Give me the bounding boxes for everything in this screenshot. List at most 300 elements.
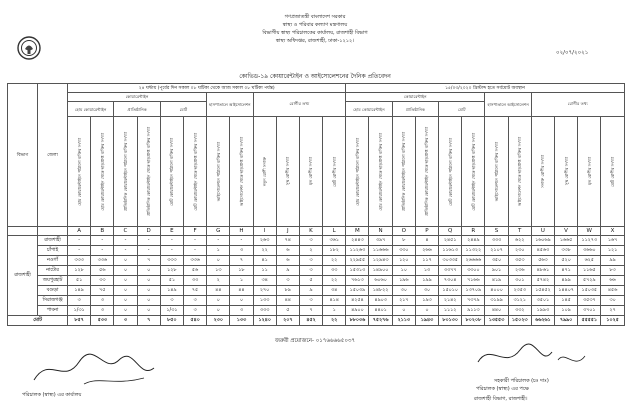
- table-cell: ৮৩: [601, 266, 624, 276]
- table-cell: ০: [207, 296, 230, 306]
- table-cell: ১: [207, 246, 230, 256]
- total-cell: ৮০১৩০: [439, 316, 462, 326]
- column-header-text: হোম কোয়ারেন্টাইন থেকে ছাড়প্রাপ্ত ব্যক্তির সংখ্যা: [99, 132, 105, 211]
- column-header-u: [531, 117, 554, 227]
- right-signature: [470, 340, 590, 376]
- table-cell: ৭৬১৩: [346, 276, 369, 286]
- table-cell: ১৪৯: [160, 286, 183, 296]
- table-cell: ৩: [68, 296, 91, 306]
- table-cell: ১৫০৩৫: [578, 286, 601, 296]
- column-letter: J: [276, 227, 299, 236]
- table-cell: ৬৬: [601, 276, 624, 286]
- table-cell: ১৫৪৫২: [531, 286, 554, 296]
- table-cell: ৯৯: [601, 256, 624, 266]
- table-cell: ৯০১: [485, 266, 508, 276]
- report-title: কোভিড-১৯ কোয়ারেন্টাইন ও আইসোলেশনের দৈনিক প্রতিবেদন: [239, 73, 391, 80]
- column-header-text: প্রাতিষ্ঠানিক কোয়ারেন্টাইনে পাঠানো ব্যক্তির সংখ্যা: [401, 131, 407, 212]
- total-cell: ৫৫৫৫১: [578, 316, 601, 326]
- table-cell: ২৪৪৯: [462, 236, 485, 246]
- table-cell: ১৯৯: [415, 276, 438, 286]
- column-header-text: নতুন রোগী সনাক্ত: [262, 156, 268, 187]
- table-cell: ৩৩০০: [462, 266, 485, 276]
- table-cell: ০: [114, 306, 137, 316]
- total-cell: ২২: [323, 316, 346, 326]
- total-cell: ৫৪০: [183, 316, 206, 326]
- table-cell: ১: [230, 276, 253, 286]
- column-header-j: [276, 117, 299, 227]
- table-cell: ১২৯৪৩: [369, 256, 392, 266]
- column-header-c: [114, 117, 137, 227]
- district-cell: বগুড়া: [38, 286, 68, 296]
- table-cell: ৫৬৩: [531, 256, 554, 266]
- total-cell: ৪৫২: [299, 316, 322, 326]
- column-letter: M: [346, 227, 369, 236]
- column-header-text: প্রাতিষ্ঠানিক কোয়ারেন্টাইন থেকে ছাড়প্রাপ্ত ব্যক্তির সংখ্যা: [424, 127, 430, 216]
- column-letter: K: [299, 227, 322, 236]
- column-header-w: [578, 117, 601, 227]
- district-cell: সিরাজগঞ্জ: [38, 296, 68, 306]
- table-cell: -: [137, 236, 160, 246]
- table-cell: ১২০: [392, 256, 415, 266]
- table-cell: -: [114, 246, 137, 256]
- table-cell: ৩৩: [323, 266, 346, 276]
- table-cell: ২: [207, 276, 230, 286]
- table-cell: ২৬৬: [415, 246, 438, 256]
- table-cell: -: [160, 246, 183, 256]
- table-cell: ৩০: [601, 296, 624, 306]
- table-cell: ১৯৬: [392, 276, 415, 286]
- column-header-l: [323, 117, 346, 227]
- column-letter: L: [323, 227, 346, 236]
- table-cell: ৯১১৩: [462, 306, 485, 316]
- column-letter: H: [230, 227, 253, 236]
- total-cell: ৭৯৯০: [554, 316, 577, 326]
- table-cell: ৯: [276, 266, 299, 276]
- table-cell: ৩: [91, 306, 114, 316]
- column-letter: D: [137, 227, 160, 236]
- table-cell: ২৪৫১: [439, 236, 462, 246]
- table-cell: ১১: [253, 266, 276, 276]
- table-cell: ৮: [392, 236, 415, 246]
- table-cell: ০: [137, 266, 160, 276]
- table-cell: ৩১৯৯: [485, 296, 508, 306]
- table-cell: ২৩৬: [508, 266, 531, 276]
- table-cell: ০: [114, 266, 137, 276]
- table-cell: ১৩: [207, 266, 230, 276]
- total-cell: ৮৫৭: [68, 316, 91, 326]
- table-cell: -: [160, 236, 183, 246]
- table-cell: ৭১৬৬: [462, 276, 485, 286]
- table-cell: ১৪৯: [68, 286, 91, 296]
- column-letter: P: [415, 227, 438, 236]
- column-header-text: মৃত রোগীর সংখ্যা: [586, 157, 592, 186]
- table-cell: -: [91, 236, 114, 246]
- column-header-k: [299, 117, 322, 227]
- column-letter: W: [578, 227, 601, 236]
- table-row: [8, 246, 625, 256]
- table-cell: ৭৩৭৯: [462, 296, 485, 306]
- right-footer-line-2: রাজশাহী বিভাগ, রাজশাহী।: [474, 396, 528, 402]
- table-cell: ৩৫৩৭: [578, 296, 601, 306]
- table-cell: ১১২৬৩: [346, 246, 369, 256]
- table-cell: ১৫০১০: [439, 286, 462, 296]
- division-cell: রাজশাহী: [8, 236, 38, 316]
- table-cell: ১৩৩: [253, 296, 276, 306]
- table-cell: -: [114, 236, 137, 246]
- table-cell: ১১৩২২: [462, 246, 485, 256]
- table-cell: ৩৪: [253, 276, 276, 286]
- table-cell: ৭: [230, 256, 253, 266]
- report-table: [7, 83, 625, 326]
- column-letter: N: [369, 227, 392, 236]
- patient-info-header: রোগীর তথ্য: [253, 93, 346, 117]
- total-cell: ৮০২০৮: [462, 316, 485, 326]
- table-cell: ১৯৩: [415, 296, 438, 306]
- total-cell: ৭: [137, 316, 160, 326]
- table-cell: ৩৪: [323, 286, 346, 296]
- table-cell: ২২: [253, 246, 276, 256]
- table-cell: ০: [114, 296, 137, 306]
- table-cell: ২২: [323, 276, 346, 286]
- right-footer-line-1: পরিচালক (স্বাস্থ্য) এর পক্ষে: [476, 386, 529, 392]
- table-cell: ৩৩৩: [160, 256, 183, 266]
- table-cell: ৯: [299, 286, 322, 296]
- table-cell: ৩৩৩: [253, 306, 276, 316]
- table-cell: ৩৩৬: [91, 256, 114, 266]
- table-cell: ৭: [299, 306, 322, 316]
- table-cell: ১৮: [230, 266, 253, 276]
- column-header-a: [68, 117, 91, 227]
- column-letter: A: [68, 227, 91, 236]
- table-cell: ২৩৫৩: [508, 286, 531, 296]
- column-letter: Q: [439, 227, 462, 236]
- table-row: [8, 286, 625, 296]
- table-cell: ৩৬৬০: [578, 246, 601, 256]
- column-header-text: হোম কোয়ারেন্টাইন থেকে ছাড়প্রাপ্ত ব্যক্তির সংখ্যা: [378, 132, 384, 211]
- district-cell: জয়পুরহাট: [38, 276, 68, 286]
- table-cell: ১৮২: [323, 246, 346, 256]
- table-cell: ১১১২: [439, 306, 462, 316]
- table-cell: ৪৯০০: [346, 306, 369, 316]
- column-header-n: [369, 117, 392, 227]
- table-cell: ৩: [183, 296, 206, 306]
- column-header-d: [137, 117, 160, 227]
- column-header-v: [554, 117, 577, 227]
- column-header-x: [601, 117, 624, 227]
- table-cell: ৩: [276, 276, 299, 286]
- table-cell: ৬২৫: [578, 256, 601, 266]
- table-cell: ০: [207, 256, 230, 266]
- table-cell: ৫১: [68, 276, 91, 286]
- table-cell: ১১২৭৩: [578, 236, 601, 246]
- table-cell: ২১৭: [392, 296, 415, 306]
- column-letter: S: [485, 227, 508, 236]
- institutional-quarantine-cum-header: প্রাতিষ্ঠানিক: [392, 102, 438, 117]
- table-cell: ১২১: [601, 246, 624, 256]
- table-cell: ৩৯৭: [369, 236, 392, 246]
- total-cell: ৮৫০: [160, 316, 183, 326]
- table-cell: ২৩০: [508, 246, 531, 256]
- column-header-h: [230, 117, 253, 227]
- total-quarantine-cum-header: মোট: [439, 102, 485, 117]
- table-cell: ১/৩১: [160, 306, 183, 316]
- column-header-text: আইসোলেশনে পাঠানো ব্যক্তির সংখ্যা: [494, 141, 499, 202]
- total-cell: ১৩৩: [230, 316, 253, 326]
- table-cell: ৩৩: [91, 276, 114, 286]
- table-cell: ০: [137, 296, 160, 306]
- table-cell: ৩: [183, 306, 206, 316]
- left-signature: [24, 350, 164, 390]
- column-header-r: [462, 117, 485, 227]
- table-cell: ১/৩১: [68, 306, 91, 316]
- table-cell: ১৪৫: [554, 296, 577, 306]
- table-cell: ১৯৯৩: [531, 306, 554, 316]
- table-cell: ৫৬: [91, 266, 114, 276]
- total-cell: ২৩০: [207, 316, 230, 326]
- table-cell: ০: [230, 296, 253, 306]
- table-cell: ৩: [91, 296, 114, 306]
- table-cell: ২৭০: [253, 286, 276, 296]
- column-letter: G: [207, 227, 230, 236]
- right-footer-line-0: সহকারী পরিচালক (চঃ দাঃ): [494, 378, 549, 384]
- column-letter: X: [601, 227, 624, 236]
- table-cell: ৭৫: [91, 286, 114, 296]
- table-row: [8, 306, 625, 316]
- total-cell: ৮৮০৩৬: [346, 316, 369, 326]
- column-letter: V: [554, 227, 577, 236]
- table-cell: ০: [114, 286, 137, 296]
- patient-info-cum-header: রোগীর তথ্য: [531, 93, 624, 117]
- column-header-text: মোট রোগীর সংখ্যা: [331, 156, 337, 187]
- table-cell: ৫৭২৯: [578, 276, 601, 286]
- column-header-g: [207, 117, 230, 227]
- table-cell: ৩: [299, 256, 322, 266]
- table-cell: ৫: [299, 276, 322, 286]
- column-letter: B: [91, 227, 114, 236]
- table-cell: -: [68, 236, 91, 246]
- table-cell: ০: [114, 256, 137, 266]
- column-header-o: [392, 117, 415, 227]
- table-cell: ৬: [276, 246, 299, 256]
- table-cell: ৩: [299, 266, 322, 276]
- table-cell: ১১৬৫: [578, 266, 601, 276]
- table-cell: ৩০১: [508, 276, 531, 286]
- table-cell: ২৭: [601, 306, 624, 316]
- table-cell: ৪১৪: [323, 296, 346, 306]
- column-header-b: [91, 117, 114, 227]
- table-cell: ৪৪: [276, 296, 299, 306]
- table-cell: ৩৭০১: [578, 306, 601, 316]
- table-cell: ১১৬৬৬: [369, 246, 392, 256]
- table-cell: ৬: [276, 256, 299, 266]
- table-cell: ৩৩৬: [183, 256, 206, 266]
- table-cell: ২৬৬৬৬: [462, 256, 485, 266]
- table-cell: ১৬৭: [601, 236, 624, 246]
- table-cell: ৩: [230, 306, 253, 316]
- table-cell: ৪১: [253, 256, 276, 266]
- table-cell: ৪৪০১: [369, 306, 392, 316]
- column-header-f: [183, 117, 206, 227]
- table-cell: ৩৫০: [485, 256, 508, 266]
- header-line-1: গণপ্রজাতন্ত্রী বাংলাদেশ সরকার: [284, 14, 346, 20]
- column-header-text: মোট কোয়ারেন্টাইনে পাঠানো ব্যক্তির সংখ্যা: [447, 137, 453, 206]
- table-row: [8, 256, 625, 266]
- table-cell: ৪০০০: [485, 286, 508, 296]
- total-cell: ২০৭: [276, 316, 299, 326]
- column-letter: R: [462, 227, 485, 236]
- hotline-text: জরুরী প্রয়োজনে- ০১৭৬৬৬৬৫০৩৭: [274, 338, 356, 344]
- table-cell: ১: [323, 306, 346, 316]
- column-letter: O: [392, 227, 415, 236]
- total-cell: ১২৪০: [253, 316, 276, 326]
- table-cell: ১৩: [415, 266, 438, 276]
- table-cell: -: [68, 246, 91, 256]
- table-cell: ২: [299, 246, 322, 256]
- table-row: [8, 296, 625, 306]
- total-cell: ৬৬২৬১: [531, 316, 554, 326]
- column-header-t: [508, 117, 531, 227]
- table-cell: ১১৬১৩: [439, 246, 462, 256]
- column-header-text: আইসোলেশন থেকে ছাড়প্রাপ্ত ব্যক্তির সংখ্যা: [517, 136, 523, 206]
- column-header-text: মোট কোয়ারেন্টাইনে পাঠানো ব্যক্তির সংখ্যা: [169, 137, 175, 206]
- table-cell: ১৬৬৫: [554, 236, 577, 246]
- total-quarantine-header: মোট: [160, 102, 206, 117]
- table-cell: ৪: [415, 236, 438, 246]
- table-cell: ৪৫৬৩: [531, 246, 554, 256]
- column-letter: E: [160, 227, 183, 236]
- total-cell: ৩: [114, 316, 137, 326]
- column-header-m: [346, 117, 369, 227]
- table-cell: ২১০৭: [485, 246, 508, 256]
- total-cell: ১৯৪৩: [415, 316, 438, 326]
- column-letter: T: [508, 227, 531, 236]
- institutional-quarantine-header: প্রাতিষ্ঠানিক: [114, 102, 160, 117]
- table-cell: ৭৩০৪: [439, 276, 462, 286]
- table-cell: ১৪৪০৭: [554, 286, 577, 296]
- column-header-text: মৃত রোগীর সংখ্যা: [308, 157, 314, 186]
- table-cell: ১৪৯০০: [369, 266, 392, 276]
- home-quarantine-header: হোম কোয়ারেন্টাইন: [68, 102, 114, 117]
- column-header-text: মোট কোয়ারেন্টাইন থেকে ছাড়প্রাপ্ত ব্যক্তির সংখ্যা: [192, 132, 198, 211]
- table-cell: ৩৩০: [392, 246, 415, 256]
- column-letter: I: [253, 227, 276, 236]
- quarantine-header: কোয়ারেন্টাইন: [68, 93, 207, 102]
- table-cell: ৩৩: [183, 276, 206, 286]
- column-letter: C: [114, 227, 137, 236]
- table-row: [8, 266, 625, 276]
- total-cell: ৭৫২৭৬: [369, 316, 392, 326]
- district-header: জেলা: [38, 84, 68, 227]
- table-cell: -: [207, 236, 230, 246]
- district-cell: নাটোর: [38, 266, 68, 276]
- column-header-text: আইসোলেশন থেকে ছাড়প্রাপ্ত ব্যক্তির সংখ্যা: [238, 136, 244, 206]
- table-cell: ৩৬১: [323, 236, 346, 246]
- total-cell: ১০২৫: [601, 316, 624, 326]
- column-header-text: হোম কোয়ারেন্টাইনে পাঠানো ব্যক্তির সংখ্যা: [354, 137, 360, 206]
- quarantine-cum-header: কোয়ারেন্টাইন: [346, 93, 485, 102]
- column-letter: U: [531, 227, 554, 236]
- total-cell: ১৩৫৫৩: [485, 316, 508, 326]
- table-cell: ৪৯০৩: [369, 296, 392, 306]
- table-cell: -: [230, 236, 253, 246]
- table-cell: ০: [137, 286, 160, 296]
- table-cell: ৪৮৬১: [531, 266, 554, 276]
- total-cell: ১৫০২৩: [508, 316, 531, 326]
- table-cell: ৩৩৩: [485, 236, 508, 246]
- table-cell: ১৩৭০৯: [462, 286, 485, 296]
- division-header: বিভাগ: [8, 84, 38, 227]
- table-cell: ২৪৪৩: [346, 236, 369, 246]
- table-cell: ০: [415, 306, 438, 316]
- table-cell: ৪৫৬: [601, 286, 624, 296]
- table-cell: ৪৪: [207, 286, 230, 296]
- left-footer-title: পরিচালক (স্বাস্থ্য) এর কার্যালয়: [22, 392, 82, 398]
- hospital-isolation-header: হাসপাতালে আইসোলেশন: [207, 93, 253, 117]
- column-header-text: হোম কোয়ারেন্টাইনে পাঠানো ব্যক্তির সংখ্যা: [76, 137, 82, 206]
- table-cell: ৭: [137, 256, 160, 266]
- table-cell: ২১৪২: [439, 296, 462, 306]
- column-header-text: প্রাতিষ্ঠানিক কোয়ারেন্টাইন থেকে ছাড়প্রাপ্ত ব্যক্তির সংখ্যা: [146, 127, 152, 216]
- table-cell: ৪৯৯: [554, 276, 577, 286]
- table-cell: ৩: [299, 236, 322, 246]
- column-header-text: সনাক্ত রোগীর সংখ্যা: [540, 155, 546, 188]
- district-cell: পাবনা: [38, 306, 68, 316]
- table-cell: ২২৯৫৫: [346, 256, 369, 266]
- table-cell: ০: [392, 306, 415, 316]
- table-cell: ৩৩৮: [554, 246, 577, 256]
- header-line-3: বিভাগীয় স্বাস্থ্য পরিচালকের কার্যালয়, রাজশাহী বিভাগ: [262, 30, 368, 36]
- column-header-p: [415, 117, 438, 227]
- table-cell: ১১৭: [415, 256, 438, 266]
- total-row: [8, 316, 625, 326]
- table-cell: -: [137, 246, 160, 256]
- table-cell: ৩: [230, 246, 253, 256]
- table-cell: -: [183, 246, 206, 256]
- table-cell: ৩: [299, 296, 322, 306]
- column-header-q: [439, 117, 462, 227]
- table-cell: ২৬৩: [253, 236, 276, 246]
- home-quarantine-cum-header: হোম কোয়ারেন্টাইন: [346, 102, 392, 117]
- table-cell: ৫৭৪২: [531, 276, 554, 286]
- table-cell: ৩১২১: [508, 296, 531, 306]
- table-cell: ৬২২: [508, 236, 531, 246]
- table-cell: ৪৪: [230, 286, 253, 296]
- table-cell: ৩০: [392, 286, 415, 296]
- table-cell: ১০৯: [554, 306, 577, 316]
- column-header-text: মোট রোগীর সংখ্যা: [610, 156, 616, 187]
- header-line-4: স্বাস্থ্য অধিদপ্তর, রাজশাহী, ঢাকা-১২১২।: [275, 38, 355, 44]
- table-cell: ১৬০৬৯: [531, 236, 554, 246]
- table-cell: ০: [114, 276, 137, 286]
- column-header-s: [485, 117, 508, 227]
- table-cell: ০: [137, 276, 160, 286]
- table-cell: ৮৯: [276, 286, 299, 296]
- column-letter: F: [183, 227, 206, 236]
- table-cell: ৩০৩৩৫: [439, 256, 462, 266]
- table-cell: -: [91, 246, 114, 256]
- table-cell: ০: [207, 306, 230, 316]
- table-cell: ৫: [276, 306, 299, 316]
- header-line-2: স্বাস্থ্য ও পরিবার কল্যাণ মন্ত্রণালয়: [282, 22, 348, 28]
- table-cell: -: [183, 236, 206, 246]
- table-cell: ৫৬: [183, 266, 206, 276]
- table-cell: ৩৫৩: [508, 256, 531, 266]
- table-cell: ২২: [323, 256, 346, 266]
- column-header-text: সুস্থ রোগীর সংখ্যা: [563, 157, 569, 186]
- table-cell: ৪৭১: [554, 266, 577, 276]
- table-cell: ৩৩২: [508, 306, 531, 316]
- table-row: [8, 276, 625, 286]
